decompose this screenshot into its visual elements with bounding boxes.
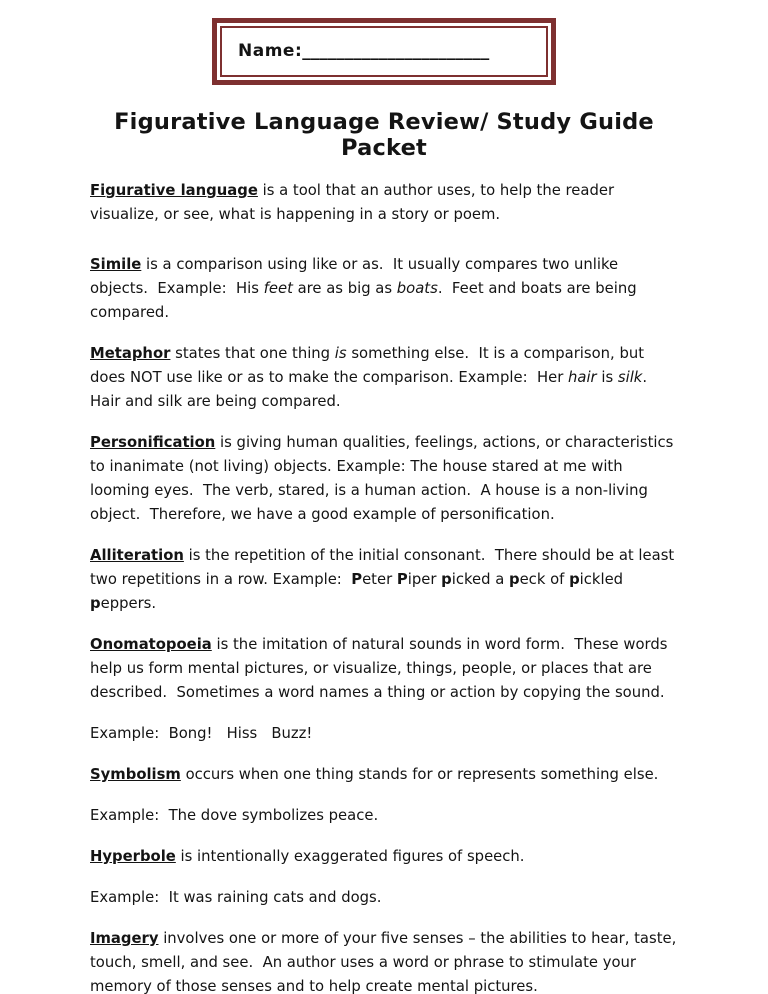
text-segment: Example: It was raining cats and dogs. (90, 889, 382, 906)
paragraph (90, 431, 678, 527)
text-segment: states that one thing (170, 345, 335, 362)
page-title: Figurative Language Review/ Study Guide Packet (114, 109, 654, 161)
text-segment: p (508, 571, 520, 588)
paragraph (90, 763, 678, 787)
text-segment: p (441, 571, 452, 588)
text-segment: is intentionally exaggerated figures of speech. (175, 848, 525, 865)
paragraph (90, 722, 678, 746)
name-box-inner (220, 26, 548, 77)
name-box (212, 18, 556, 85)
paragraph (90, 342, 678, 414)
text-segment: eck of (519, 571, 570, 588)
text-segment: Symbolism (90, 766, 181, 783)
paragraph (90, 886, 678, 910)
text-segment: p (569, 571, 580, 588)
text-segment: is the imitation of natural sounds in word form. These words help us form mental pictures, or visualize, things, people, or places that are described. Sometimes a word names a thing or action by copying the sound. (90, 636, 673, 701)
text-segment: is (596, 369, 618, 386)
text-segment: Metaphor (90, 345, 171, 362)
paragraph (90, 804, 678, 828)
text-segment: eter (362, 571, 397, 588)
text-segment: is a comparison using like or as. It usually compares two unlike objects. Example: His (90, 256, 623, 297)
text-segment: hair (568, 369, 597, 386)
text-segment: silk (617, 369, 643, 386)
text-segment: Example: The dove symbolizes peace. (90, 807, 379, 824)
text-segment: involves one or more of your five senses – the abilities to hear, taste, touch, smell, and see. An author uses a word or phrase to stimulate your memory of those senses and to help create mental pictures. (90, 930, 682, 994)
text-segment: something else. It is a comparison, but does NOT use like or as to make the comparison. Example: Her (90, 345, 649, 386)
name-blank-line: ______________________ (302, 41, 490, 61)
text-segment: ickled (579, 571, 628, 588)
text-segment: Imagery (90, 930, 159, 947)
text-segment: Example: Bong! Hiss Buzz! (90, 725, 313, 742)
text-segment: occurs when one thing stands for or represents something else. (180, 766, 659, 783)
text-segment: icked a (451, 571, 509, 588)
paragraph (90, 633, 678, 705)
text-segment: is giving human qualities, feelings, actions, or characteristics to inanimate (not living) objects. Example: The house stared at me with looming eyes. The verb, stared, is a human action. A house is a non-living object. Therefore, we have a good example of personification. (90, 434, 679, 523)
text-segment: . Hair and silk are being compared. (90, 369, 662, 410)
paragraph (90, 253, 678, 325)
paragraph (90, 544, 678, 616)
text-segment: p (90, 595, 101, 612)
text-segment: Simile (90, 256, 142, 273)
text-segment: Alliteration (90, 547, 184, 564)
text-segment: iper (407, 571, 442, 588)
text-segment: is (334, 345, 347, 362)
text-segment: is a tool that an author uses, to help the reader visualize, or see, what is happening in a story or poem. (90, 182, 619, 223)
text-segment: boats (396, 280, 438, 297)
text-segment: is the repetition of the initial consonant. There should be at least two repetitions in a row. Example: (90, 547, 679, 588)
text-segment: P (351, 571, 363, 588)
name-label: Name: (238, 41, 303, 61)
text-segment: P (396, 571, 408, 588)
paragraph (90, 179, 678, 227)
paragraph (90, 845, 678, 869)
text-segment: Figurative language (90, 182, 258, 199)
text-segment: Personification (90, 434, 216, 451)
text-segment: eppers. (100, 595, 157, 612)
text-segment: feet (263, 280, 293, 297)
text-segment: are as big as (292, 280, 397, 297)
text-segment: Onomatopoeia (90, 636, 212, 653)
text-segment: . Feet and boats are being compared. (90, 280, 642, 321)
paragraph (90, 927, 682, 994)
text-segment: Hyperbole (90, 848, 176, 865)
document-body (90, 179, 682, 994)
